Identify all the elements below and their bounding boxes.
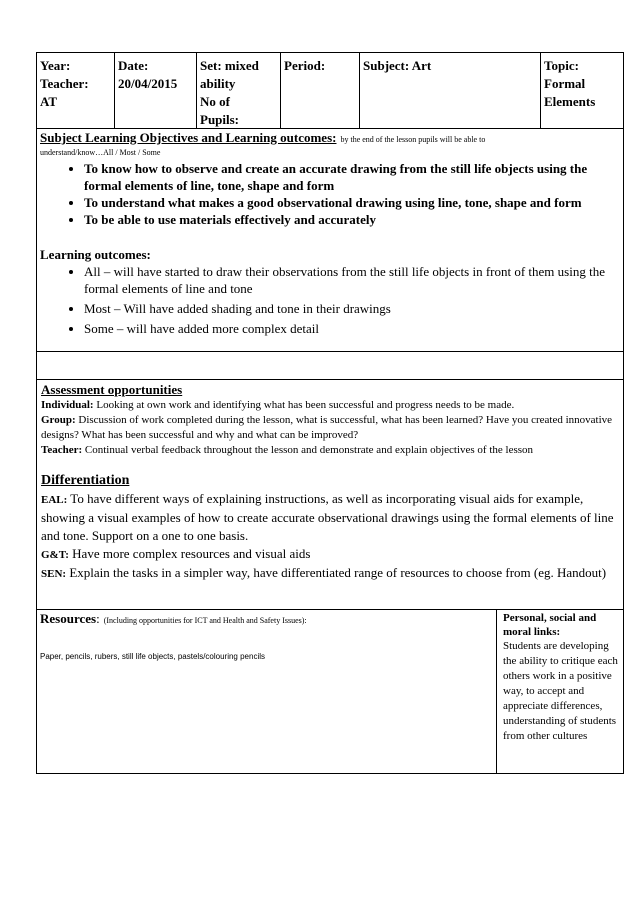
personal-heading: Personal, social and moral links: <box>503 612 597 638</box>
set-value: ability <box>200 76 236 91</box>
list-item: • Most – Will have added shading and tone in their drawings <box>84 300 620 317</box>
date-value: 20/04/2015 <box>118 76 178 91</box>
resources-heading-note: (Including opportunities for ICT and Health and Safety Issues): <box>103 616 307 625</box>
topic-cell <box>541 55 624 113</box>
personal-text: Students are developing the ability to critique each others work in a positive way, to accept and appreciate differences, understanding of students from other cultures <box>503 640 618 742</box>
pupils-label-2: Pupils: <box>200 112 240 127</box>
topic-label: Topic: <box>544 58 579 73</box>
resources-content: Resources: (Including opportunities for ICT and Health and Safety Issues): Paper, pencils, rubers, still life objects, pastels/colouring pencils <box>37 609 496 663</box>
objectives-list <box>40 160 620 228</box>
period-label: Period: <box>284 58 326 73</box>
subject-cell <box>360 55 540 77</box>
sen-label: SEN: <box>41 568 67 580</box>
list-item: • To understand what makes a good observational drawing using line, tone, shape and form <box>84 194 620 211</box>
gt-label: G&T: <box>41 549 69 561</box>
assessment-heading: Assessment opportunities <box>41 382 183 397</box>
eal-text: To have different ways of explaining instructions, as well as incorporating visual aids for example, showing a visual examples of how to create accurate observational drawings using the formal elements of line and tone. Support on a one to one basis. <box>41 491 614 543</box>
objectives-heading-note: by the end of the lesson pupils will be able to <box>340 135 486 144</box>
subject-label: Subject: Art <box>363 58 432 73</box>
list-item: • Some – will have added more complex detail <box>84 320 620 337</box>
empty-row <box>36 351 624 380</box>
personal-content <box>497 609 624 746</box>
objectives-heading: Subject Learning Objectives and Learning outcomes: <box>40 130 337 145</box>
objectives-subnote: understand/know…All / Most / Some <box>40 148 161 157</box>
teacher-label: Teacher: <box>40 76 89 91</box>
eal-label: EAL: <box>41 494 68 506</box>
topic-value-1: Formal <box>544 76 586 91</box>
date-label: Date: <box>118 58 149 73</box>
list-item: • To know how to observe and create an accurate drawing from the still life objects using the formal elements of line, tone, shape and form <box>84 160 620 194</box>
list-item: • To be able to use materials effectively and accurately <box>84 211 620 228</box>
year-teacher-cell <box>37 55 114 113</box>
set-label: Set: mixed <box>200 58 259 73</box>
gt-text: Have more complex resources and visual aids <box>72 546 311 561</box>
outcomes-list <box>40 263 620 337</box>
date-cell <box>115 55 197 95</box>
resources-heading: Resources <box>40 611 97 626</box>
group-text: Discussion of work completed during the lesson, what is successful, what has been learned? Have you created innovative designs? What has been successful and why and what can be improved? <box>41 414 613 441</box>
teacher-value: AT <box>40 94 58 109</box>
assessment-content <box>37 380 623 584</box>
pupils-label-1: No of <box>200 94 230 109</box>
outcomes-heading: Learning outcomes: <box>40 247 151 262</box>
group-label: Group: <box>41 414 76 426</box>
period-cell <box>281 55 359 77</box>
topic-value-2: Elements <box>544 94 596 109</box>
teacher-feedback-label: Teacher: <box>41 444 83 456</box>
year-label: Year: <box>40 58 71 73</box>
objectives-content <box>37 128 623 339</box>
set-cell <box>197 55 280 131</box>
individual-text: Looking at own work and identifying what has been successful and progress needs to be made. <box>96 399 515 411</box>
resources-list: Paper, pencils, rubers, still life objects, pastels/colouring pencils <box>40 652 265 661</box>
sen-text: Explain the tasks in a simpler way, have differentiated range of resources to choose from (eg. Handout) <box>69 565 607 580</box>
teacher-feedback-text: Continual verbal feedback throughout the lesson and demonstrate and explain objectives of the lesson <box>84 444 534 456</box>
individual-label: Individual: <box>41 399 94 411</box>
list-item: • All – will have started to draw their observations from the still life objects in front of them using the formal elements of line and tone <box>84 263 620 297</box>
differentiation-heading: Differentiation <box>41 473 130 488</box>
